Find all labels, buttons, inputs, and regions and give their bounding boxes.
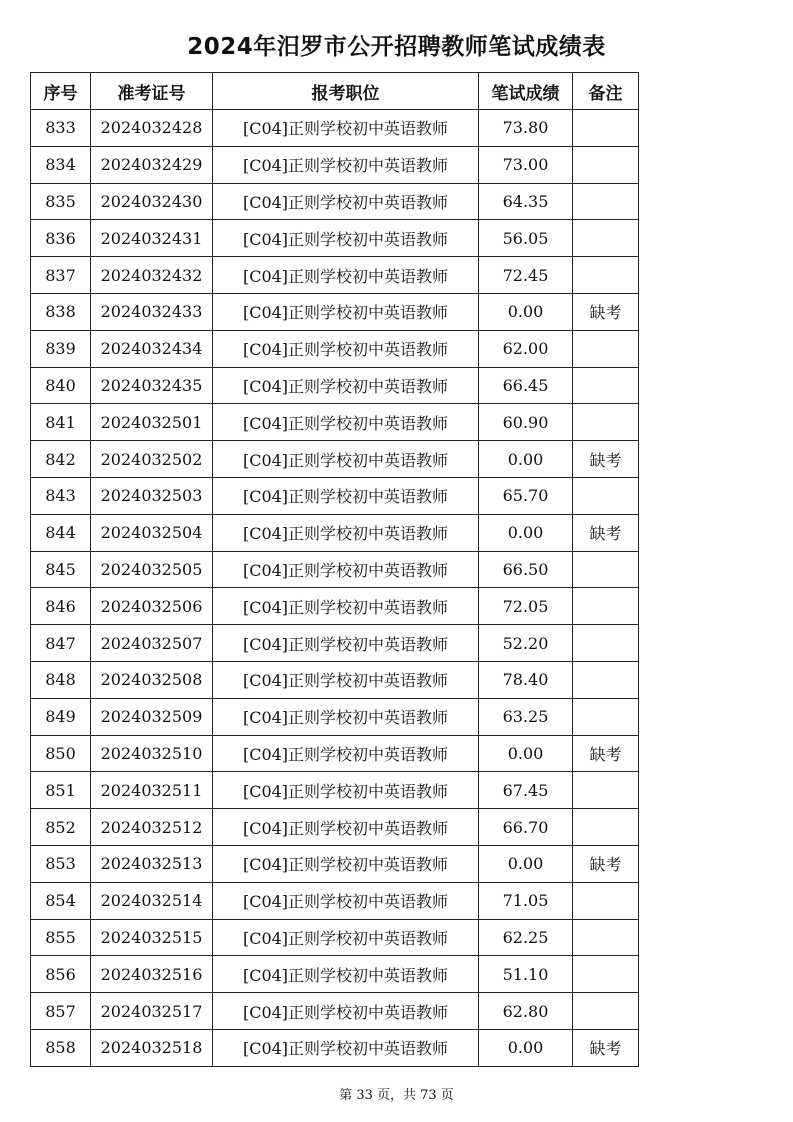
cell-ticket-no: 2024032503: [91, 477, 213, 514]
cell-seq: 838: [31, 293, 91, 330]
cell-position: [C04]正则学校初中英语教师: [213, 330, 479, 367]
table-row: [31, 625, 639, 662]
cell-remark: [573, 661, 639, 698]
cell-remark: [573, 220, 639, 257]
cell-ticket-no: 2024032510: [91, 735, 213, 772]
cell-remark: 缺考: [573, 735, 639, 772]
cell-remark: [573, 588, 639, 625]
cell-score: 63.25: [479, 698, 573, 735]
cell-ticket-no: 2024032512: [91, 809, 213, 846]
cell-ticket-no: 2024032433: [91, 293, 213, 330]
cell-ticket-no: 2024032514: [91, 882, 213, 919]
cell-position: [C04]正则学校初中英语教师: [213, 809, 479, 846]
cell-position: [C04]正则学校初中英语教师: [213, 293, 479, 330]
cell-remark: [573, 882, 639, 919]
table-row: [31, 845, 639, 882]
cell-position: [C04]正则学校初中英语教师: [213, 625, 479, 662]
cell-seq: 843: [31, 477, 91, 514]
cell-remark: 缺考: [573, 441, 639, 478]
cell-seq: 855: [31, 919, 91, 956]
cell-score: 73.00: [479, 146, 573, 183]
cell-seq: 834: [31, 146, 91, 183]
cell-position: [C04]正则学校初中英语教师: [213, 735, 479, 772]
cell-score: 62.25: [479, 919, 573, 956]
cell-remark: [573, 919, 639, 956]
table-row: [31, 257, 639, 294]
table-row: [31, 477, 639, 514]
cell-score: 51.10: [479, 956, 573, 993]
cell-ticket-no: 2024032518: [91, 1029, 213, 1066]
cell-seq: 837: [31, 257, 91, 294]
cell-score: 67.45: [479, 772, 573, 809]
cell-ticket-no: 2024032428: [91, 110, 213, 147]
cell-remark: [573, 367, 639, 404]
cell-score: 0.00: [479, 514, 573, 551]
cell-ticket-no: 2024032501: [91, 404, 213, 441]
cell-seq: 857: [31, 993, 91, 1030]
table-row: [31, 514, 639, 551]
cell-score: 52.20: [479, 625, 573, 662]
cell-seq: 850: [31, 735, 91, 772]
cell-remark: [573, 257, 639, 294]
cell-score: 72.45: [479, 257, 573, 294]
cell-remark: [573, 551, 639, 588]
table-row: [31, 551, 639, 588]
cell-score: 56.05: [479, 220, 573, 257]
cell-seq: 836: [31, 220, 91, 257]
table-row: [31, 882, 639, 919]
table-row: [31, 661, 639, 698]
cell-seq: 858: [31, 1029, 91, 1066]
cell-ticket-no: 2024032513: [91, 845, 213, 882]
cell-ticket-no: 2024032504: [91, 514, 213, 551]
cell-score: 66.45: [479, 367, 573, 404]
cell-score: 66.70: [479, 809, 573, 846]
cell-position: [C04]正则学校初中英语教师: [213, 661, 479, 698]
cell-seq: 839: [31, 330, 91, 367]
cell-seq: 854: [31, 882, 91, 919]
cell-score: 65.70: [479, 477, 573, 514]
cell-score: 72.05: [479, 588, 573, 625]
cell-position: [C04]正则学校初中英语教师: [213, 956, 479, 993]
table-body: [31, 110, 639, 1067]
cell-ticket-no: 2024032507: [91, 625, 213, 662]
cell-position: [C04]正则学校初中英语教师: [213, 993, 479, 1030]
cell-ticket-no: 2024032515: [91, 919, 213, 956]
cell-remark: [573, 956, 639, 993]
cell-ticket-no: 2024032506: [91, 588, 213, 625]
table-row: [31, 1029, 639, 1066]
cell-remark: [573, 110, 639, 147]
cell-ticket-no: 2024032435: [91, 367, 213, 404]
cell-score: 60.90: [479, 404, 573, 441]
cell-score: 64.35: [479, 183, 573, 220]
cell-ticket-no: 2024032516: [91, 956, 213, 993]
cell-score: 0.00: [479, 845, 573, 882]
table-row: [31, 956, 639, 993]
table-row: [31, 588, 639, 625]
cell-seq: 851: [31, 772, 91, 809]
cell-remark: 缺考: [573, 293, 639, 330]
cell-score: 73.80: [479, 110, 573, 147]
cell-position: [C04]正则学校初中英语教师: [213, 183, 479, 220]
cell-seq: 845: [31, 551, 91, 588]
cell-seq: 841: [31, 404, 91, 441]
cell-seq: 844: [31, 514, 91, 551]
cell-position: [C04]正则学校初中英语教师: [213, 551, 479, 588]
cell-score: 71.05: [479, 882, 573, 919]
cell-ticket-no: 2024032502: [91, 441, 213, 478]
cell-position: [C04]正则学校初中英语教师: [213, 146, 479, 183]
cell-score: 0.00: [479, 441, 573, 478]
table-header: [31, 73, 639, 110]
table-row: [31, 809, 639, 846]
cell-seq: 848: [31, 661, 91, 698]
cell-remark: [573, 146, 639, 183]
cell-seq: 856: [31, 956, 91, 993]
cell-remark: 缺考: [573, 1029, 639, 1066]
cell-seq: 842: [31, 441, 91, 478]
cell-position: [C04]正则学校初中英语教师: [213, 441, 479, 478]
cell-position: [C04]正则学校初中英语教师: [213, 698, 479, 735]
cell-remark: [573, 183, 639, 220]
cell-ticket-no: 2024032508: [91, 661, 213, 698]
table-row: [31, 220, 639, 257]
table-row: [31, 146, 639, 183]
cell-remark: [573, 993, 639, 1030]
cell-position: [C04]正则学校初中英语教师: [213, 257, 479, 294]
cell-position: [C04]正则学校初中英语教师: [213, 514, 479, 551]
cell-position: [C04]正则学校初中英语教师: [213, 477, 479, 514]
header-ticket-no: 准考证号: [91, 73, 213, 110]
table-row: [31, 441, 639, 478]
table-row: [31, 293, 639, 330]
cell-score: 66.50: [479, 551, 573, 588]
score-table: [30, 72, 639, 1067]
cell-position: [C04]正则学校初中英语教师: [213, 845, 479, 882]
table-row: [31, 330, 639, 367]
table-row: [31, 735, 639, 772]
cell-position: [C04]正则学校初中英语教师: [213, 1029, 479, 1066]
cell-remark: [573, 698, 639, 735]
cell-score: 62.00: [479, 330, 573, 367]
cell-remark: 缺考: [573, 514, 639, 551]
cell-seq: 853: [31, 845, 91, 882]
cell-position: [C04]正则学校初中英语教师: [213, 882, 479, 919]
page-title: 2024年汨罗市公开招聘教师笔试成绩表: [187, 34, 606, 60]
header-score: 笔试成绩: [479, 73, 573, 110]
table-row: [31, 367, 639, 404]
table-row: [31, 183, 639, 220]
cell-ticket-no: 2024032434: [91, 330, 213, 367]
cell-position: [C04]正则学校初中英语教师: [213, 220, 479, 257]
cell-position: [C04]正则学校初中英语教师: [213, 404, 479, 441]
cell-ticket-no: 2024032432: [91, 257, 213, 294]
cell-ticket-no: 2024032431: [91, 220, 213, 257]
cell-score: 0.00: [479, 735, 573, 772]
cell-seq: 846: [31, 588, 91, 625]
header-row: [31, 73, 639, 110]
header-position: 报考职位: [213, 73, 479, 110]
cell-ticket-no: 2024032509: [91, 698, 213, 735]
cell-ticket-no: 2024032505: [91, 551, 213, 588]
header-remark: 备注: [573, 73, 639, 110]
cell-seq: 847: [31, 625, 91, 662]
header-seq: 序号: [31, 73, 91, 110]
cell-ticket-no: 2024032511: [91, 772, 213, 809]
cell-score: 0.00: [479, 293, 573, 330]
page-footer: 第 33 页，共 73 页: [339, 1088, 454, 1103]
cell-remark: [573, 477, 639, 514]
cell-score: 0.00: [479, 1029, 573, 1066]
table-row: [31, 993, 639, 1030]
cell-score: 78.40: [479, 661, 573, 698]
cell-seq: 835: [31, 183, 91, 220]
cell-seq: 852: [31, 809, 91, 846]
cell-seq: 840: [31, 367, 91, 404]
cell-seq: 849: [31, 698, 91, 735]
cell-position: [C04]正则学校初中英语教师: [213, 110, 479, 147]
table-row: [31, 919, 639, 956]
cell-remark: [573, 404, 639, 441]
cell-remark: [573, 330, 639, 367]
cell-position: [C04]正则学校初中英语教师: [213, 367, 479, 404]
cell-seq: 833: [31, 110, 91, 147]
cell-position: [C04]正则学校初中英语教师: [213, 772, 479, 809]
cell-remark: [573, 772, 639, 809]
cell-score: 62.80: [479, 993, 573, 1030]
cell-ticket-no: 2024032517: [91, 993, 213, 1030]
cell-remark: [573, 625, 639, 662]
cell-remark: [573, 809, 639, 846]
table-row: [31, 772, 639, 809]
cell-remark: 缺考: [573, 845, 639, 882]
cell-position: [C04]正则学校初中英语教师: [213, 588, 479, 625]
cell-position: [C04]正则学校初中英语教师: [213, 919, 479, 956]
table-row: [31, 404, 639, 441]
table-row: [31, 698, 639, 735]
cell-ticket-no: 2024032429: [91, 146, 213, 183]
table-row: [31, 110, 639, 147]
cell-ticket-no: 2024032430: [91, 183, 213, 220]
